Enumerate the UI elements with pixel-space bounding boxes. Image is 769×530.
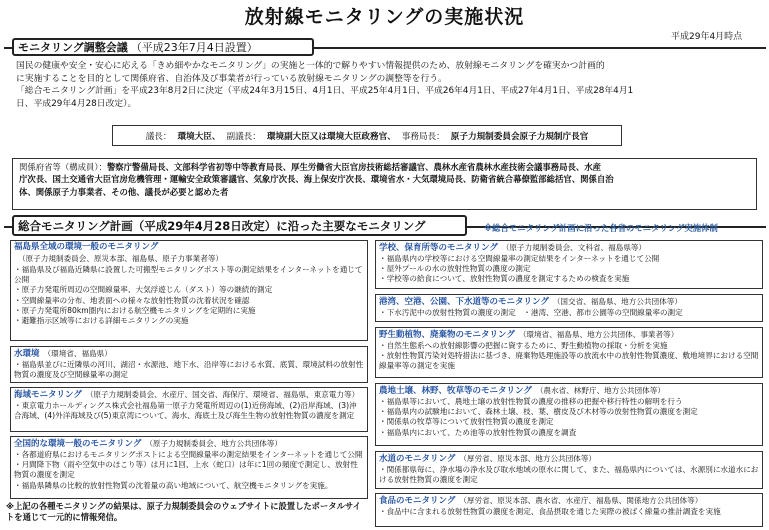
box-title: 港湾、空港、公園、下水道等のモニタリング — [379, 297, 549, 307]
box-agencies: （原子力規制委員会、地方公共団体等） — [145, 439, 283, 448]
box-title: 水道のモニタリング — [379, 454, 456, 464]
box-agencies: （厚労省、原災本部、農水省、水産庁、福島県、関係地方公共団体等） — [459, 496, 703, 505]
section2-heading-label: 総合モニタリング計画（平成29年4月28日改定）に沿った主要なモニタリング — [18, 218, 426, 233]
monitoring-box-water-supply — [375, 451, 763, 489]
ministries-label: 関係府省等（構成員）： — [19, 162, 107, 172]
section1-heading — [12, 38, 314, 56]
ministries-box — [12, 158, 757, 210]
box-title: 福島県全域の環境一般のモニタリング — [14, 242, 159, 252]
box-agencies: （原子力規制委員会、原災本部、福島県、原子力事業者等） — [18, 254, 224, 263]
box-item: ・福島県並びに近隣県の河川、湖沼・水源池、地下水、沿岸等における水質、底質、環境試料の放射性物質の濃度及び空間線量率の測定 — [14, 360, 364, 380]
monitoring-box-ports — [375, 294, 763, 322]
box-item: ・福島県等において、農地土壌の放射性物質の濃度の推移の把握や移行特性の解明を行う — [379, 397, 683, 406]
box-title: 野生動植物、廃棄物のモニタリング — [379, 330, 515, 340]
box-title-line — [14, 438, 364, 450]
box-title: 水環境 — [14, 349, 40, 359]
box-agencies: （環境省、福島県、地方公共団体、事業者等） — [518, 330, 679, 339]
org-box — [112, 125, 622, 146]
section2-note: ※総合モニタリング計画に沿った各省のモニタリング実施体制 — [484, 223, 718, 233]
ministries-line: 庁次長、国土交通省大臣官房危機管理・運輸安全政策審議官、気象庁次長、海上保安庁次長、環境省水・大気環境局長、防衛省統合幕僚監部総括官、関係自治 — [19, 174, 614, 185]
box-title: 食品のモニタリング — [379, 496, 456, 506]
monitoring-box-sea-area — [10, 387, 368, 432]
box-agencies: （厚労省、原災本部、地方公共団体等） — [459, 454, 597, 463]
section1-heading-label: モニタリング調整会議 — [18, 41, 128, 54]
monitoring-box-fukushima-env — [10, 240, 368, 341]
box-title-line — [379, 495, 759, 507]
box-item: ・関係都県毎に、浄水場の浄水及び取水地域の原水に関して、また、福島県内については、水源別に水道水における放射性物質の濃度を測定 — [379, 465, 759, 485]
vice-chair: 環境副大臣又は環境大臣政務官、 — [266, 131, 396, 142]
box-item: ・下水汚泥中の放射性物質の濃度の測定 ・港湾、空港、都市公園等の空間線量率の測定 — [379, 308, 683, 317]
section1-heading-date: （平成23年7月4日設置） — [130, 41, 258, 54]
as-of-date: 平成29年4月時点 — [671, 32, 743, 42]
box-agencies: （原子力規制委員会、水産庁、国交省、海保庁、環境省、福島県、東京電力等） — [85, 390, 360, 399]
box-item: ・屋外プールの水の放射性物質の濃度の測定 — [379, 264, 531, 274]
monitoring-box-farmland — [375, 383, 763, 446]
box-item: ・原子力発電所周辺の空間線量率、大気浮遊じん（ダスト）等の継続的測定 — [14, 285, 273, 295]
chair-label: 議長： — [145, 131, 172, 142]
paragraph-line: 日、平成29年4月28日改定）。 — [16, 98, 137, 109]
box-title-line — [379, 453, 759, 465]
box-item: ・自然生態系への放射線影響の把握に資するために、野生動植物の採取・分析を実施 — [379, 341, 668, 350]
paragraph-line: 国民の健康や安全・安心に応える「きめ細やかなモニタリング」の実施と一体的で解りやすい情報提供のため、放射線モニタリングを確実かつ計画的 — [16, 61, 605, 71]
section1-paragraph — [16, 60, 756, 110]
ministries-line: 体、関係原子力事業者、その他、議長が必要と認めた者 — [19, 186, 229, 197]
ministries-line — [19, 161, 750, 173]
page-title: 放射線モニタリングの実施状況 — [244, 6, 525, 28]
box-title: 海域モニタリング — [14, 390, 82, 400]
secretariat-label: 事務局長： — [401, 131, 445, 142]
section2-heading — [12, 215, 467, 236]
box-title-line — [379, 242, 759, 254]
box-title-line — [379, 296, 759, 308]
box-item: ・放射性物質汚染対処特措法に基づき、廃棄物処理施設等の放流水中の放射性物質濃度、敷地境界における空間線量率等の測定を実施 — [379, 351, 759, 371]
monitoring-box-water-env — [10, 346, 368, 383]
box-agencies: （農水省、林野庁、地方公共団体等） — [535, 386, 665, 395]
paragraph-line: に実施することを目的として関係府省、自治体及び事業者が行っている放射線モニタリングの調整等を行う。 — [16, 73, 447, 84]
chair: 環境大臣、 — [177, 131, 221, 142]
box-item: ・福島県内において、ため池等の放射性物質の濃度を調査 — [379, 427, 577, 437]
box-title: 農地土壌、林野、牧草等のモニタリング — [379, 386, 532, 396]
box-item: ・福島県内の学校等における空間線量率の測定結果をインターネットを通じて公開 — [379, 254, 660, 263]
box-title-line — [379, 329, 759, 341]
paragraph-line: 「総合モニタリング計画」を平成23年8月2日に決定（平成24年3月15日、4月1日、平成25年4月1日、平成26年4月1日、平成27年4月1日、平成28年4月1 — [16, 86, 634, 97]
box-title-line — [379, 385, 759, 397]
monitoring-box-national-env — [10, 436, 368, 499]
box-item: ・原子力発電所80km圏内における航空機モニタリングを定期的に実施 — [14, 305, 256, 315]
box-item: ・月間降下物（雨や空気中のほこり等）は月に1回、上水（蛇口）は年に1回の頻度で測定し、放射性物質の濃度を測定 — [14, 460, 358, 480]
box-title-line — [14, 389, 364, 401]
box-item: ・関係県の牧草等について放射性物質の濃度を測定 — [379, 417, 554, 427]
secretariat: 原子力規制委員会原子力規制庁長官 — [450, 131, 589, 142]
monitoring-box-food — [375, 493, 763, 527]
box-title: 学校、保育所等のモニタリング — [379, 243, 498, 253]
box-item: ・各都道府県におけるモニタリングポストによる空間線量率の測定結果をインターネットを通じて公開 — [14, 450, 363, 459]
box-item: ・福島県及び福島近隣県に設置した可搬型モニタリングポスト等の測定結果をインターネットを通じて公開 — [14, 265, 363, 285]
box-agencies: （原子力規制委員会、文科省、福島県等） — [501, 243, 647, 252]
monitoring-box-wildlife-waste — [375, 327, 763, 378]
box-agencies: （環境省、福島県） — [43, 349, 112, 358]
box-item: ・避難指示区域等における詳細モニタリングの実施 — [14, 316, 189, 326]
ministries-text: 警察庁警備局長、文部科学省初等中等教育局長、厚生労働省大臣官房技術総括審議官、農林水産省農林水産技術会議事務局長、水産 — [106, 162, 602, 172]
footnote: ※上記の各種モニタリングの結果は、原子力規制委員会のウェブサイトに設置したポータルサイトを通じて一元的に情報発信。 — [6, 501, 361, 522]
monitoring-box-schools — [375, 240, 763, 289]
box-item: ・福島県内の試験地において、森林土壌、枝、葉、樹皮及び木材等の放射性物質の濃度を測定 — [379, 407, 698, 417]
box-item: ・東京電力ホールディングス株式会社福島第一原子力発電所周辺の(1)近傍海域、(2)沿岸海域、(3)沖合海域、(4)外洋海域及び(5)東京湾について、海水、海底土及び海生生物の放射性物質の濃度を測定 — [14, 401, 357, 421]
vice-chair-label: 副議長： — [226, 131, 261, 142]
box-item: ・食品中に含まれる放射性物質の濃度を測定、食品摂取を通じた実際の被ばく線量の推計調査を実施 — [379, 507, 721, 516]
box-item: ・学校等の給食について、放射性物質の濃度を測定するための検査を実施 — [379, 274, 630, 284]
box-agencies: （国交省、福島県、地方公共団体等） — [552, 297, 682, 306]
box-item: ・福島県隣県の比較的放射性物質の沈着量の高い地域について、航空機モニタリングを実施。 — [14, 480, 333, 490]
box-title-line — [14, 242, 364, 265]
box-title-line — [14, 348, 364, 360]
box-item: ・空間線量率の分布、地表面への様々な放射性物質の沈着状況を確認 — [14, 295, 250, 305]
box-title: 全国的な環境一般のモニタリング — [14, 439, 142, 449]
